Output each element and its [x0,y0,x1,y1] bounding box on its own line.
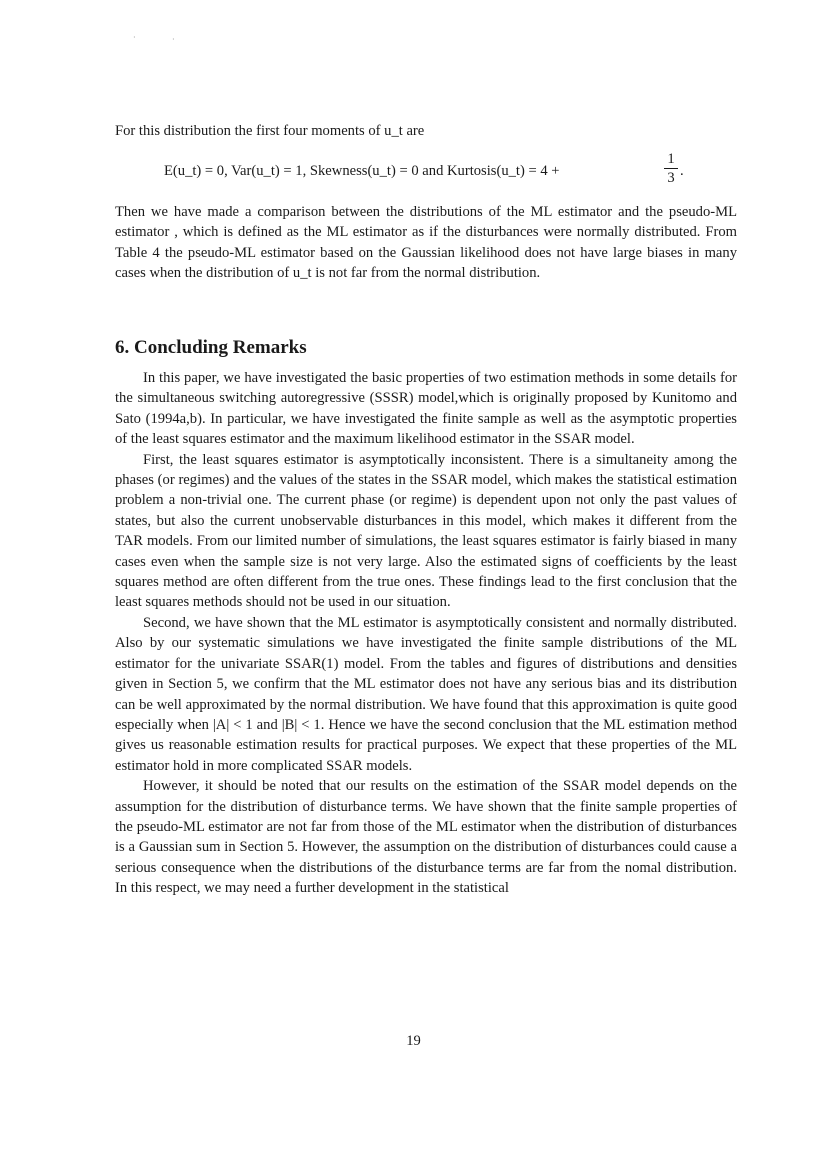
remarks-paragraph-2: First, the least squares estimator is asymptotically inconsistent. There is a simultaneity among the phases (or regimes) and the values of the states in the SSAR model, which makes the statistical estimation problem a non-trivial one. The current phase (or regime) is dependent upon not only the past values of states, but also the current unobservable disturbances in this model, which makes it different from the TAR models. From our limited number of simulations, the least squares estimator is fairly biased in many cases even when the sample size is not very large. Also the estimated signs of coefficients by the least squares method are often different from the true ones. These findings lead to the first conclusion that the least squares methods should not be used in our situation. [115,451,737,611]
page-number: 19 [406,1033,421,1049]
equation-text: E(u_t) = 0, Var(u_t) = 1, Skewness(u_t) = 0 and Kurtosis(u_t) = 4 + [164,163,560,179]
remarks-paragraph-4: However, it should be noted that our results on the estimation of the SSAR model depends on the assumption for the distribution of disturbance terms. We have shown that the finite sample properties of the pseudo-ML estimator are not far from those of the ML estimator when the distribution of disturbances is a Gaussian sum in Section 5. However, the assumption on the distribution of disturbances could cause a serious consequence when the distributions of the disturbance terms are far from the nomal distribution. In this respect, we may need a further development in the statistical [115,778,737,897]
fraction-numerator: 1 [664,150,678,169]
remarks-paragraph-1: In this paper, we have investigated the basic properties of two estimation methods in some details for the simultaneous switching autoregressive (SSSR) model,which is originally proposed by Kunitomo and Sato (1994a,b). In particular, we have investigated the finite sample as well as the asymptotic properties of the least squares estimator and the maximum likelihood estimator in the SSAR model. [115,370,737,448]
concluding-remarks-body [115,368,737,899]
remarks-paragraph-3: Second, we have shown that the ML estimator is asymptotically consistent and normally distributed. Also by our systematic simulations we have investigated the finite sample distributions of the ML estimator for the univariate SSAR(1) model. From the tables and figures of distributions and densities given in Section 5, we confirm that the ML estimator does not have any serious bias and its distribution can be well approximated by the normal distribution. We have found that this approximation is quite good especially when |A| < 1 and |B| < 1. Hence we have the second conclusion that the ML estimation method gives us reasonable estimation results for practical purposes. We expect that these properties of the ML estimator hold in more complicated SSAR models. [115,614,737,774]
moments-equation [164,150,724,194]
comparison-paragraph: Then we have made a comparison between the distributions of the ML estimator and the pseudo-ML estimator , which is defined as the ML estimator as if the disturbances were normally distributed. From Table 4 the pseudo-ML estimator based on the Gaussian likelihood does not have large biases in many cases when the distribution of u_t is not far from the normal distribution. [115,204,737,282]
scan-speck: · [133,33,136,42]
intro-paragraph: For this distribution the first four moments of u_t are [115,123,425,139]
fraction-denominator: 3 [667,170,675,186]
section-heading: 6. Concluding Remarks [115,337,307,358]
equation-fraction [664,150,678,187]
scan-speck: · [172,35,175,44]
equation-period: . [680,163,684,179]
